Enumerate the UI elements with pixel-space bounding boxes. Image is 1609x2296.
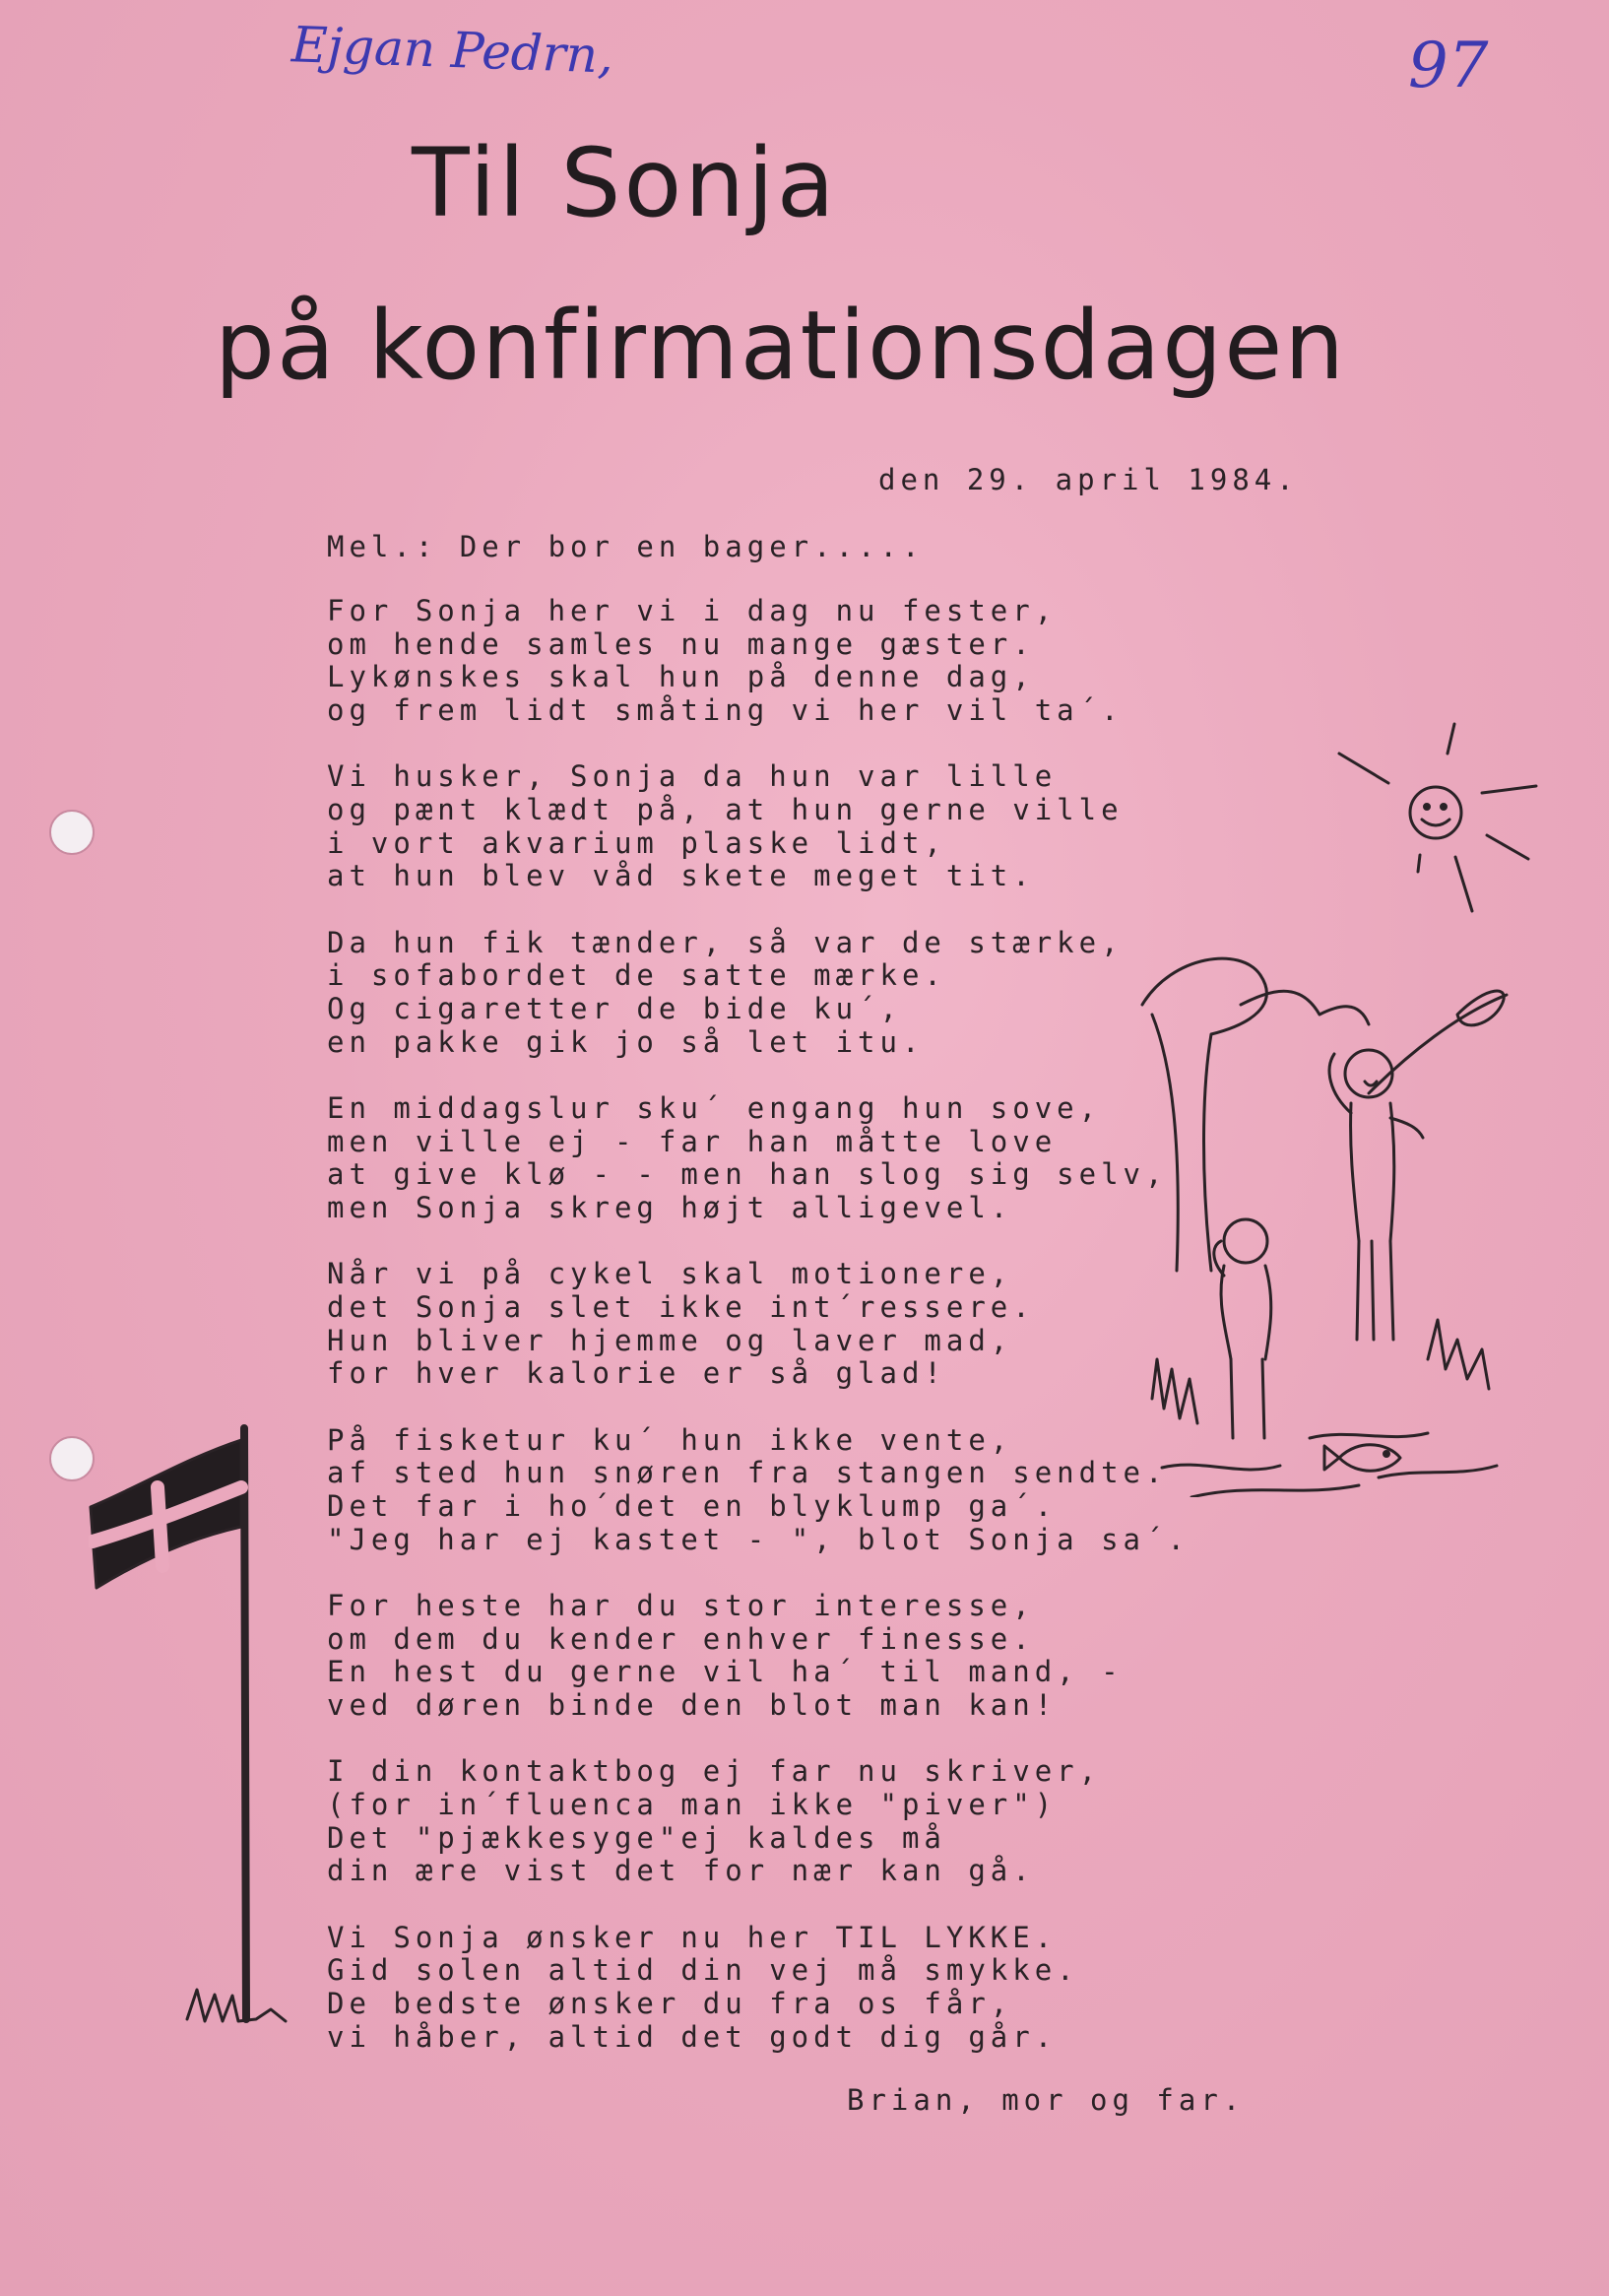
- verse-line: En middagslur sku´ engang hun sove,: [327, 1090, 1102, 1125]
- verse-line: at hun blev våd skete meget tit.: [327, 859, 1035, 893]
- verse-line: din ære vist det for nær kan gå.: [327, 1854, 1035, 1888]
- stanza-8: [327, 1755, 1190, 1888]
- verse-line: for hver kalorie er så glad!: [327, 1356, 946, 1391]
- verse-line: Og cigaretter de bide ku´,: [327, 992, 902, 1026]
- verse-line: og frem lidt småting vi her vil ta´.: [327, 693, 1124, 728]
- stanza-6: [327, 1424, 1190, 1557]
- verse-line: ved døren binde den blot man kan!: [327, 1687, 1058, 1722]
- verse-line: om dem du kender enhver finesse.: [327, 1621, 1035, 1656]
- verse-line: Hun bliver hjemme og laver mad,: [327, 1323, 1013, 1357]
- verse-line: det Sonja slet ikke int´ressere.: [327, 1289, 1035, 1324]
- verse-line: vi håber, altid det godt dig går.: [327, 2019, 1058, 2054]
- sun-drawing: [1300, 709, 1556, 926]
- danish-flag-drawing: [89, 1418, 315, 2049]
- verse-line: Det far i ho´det en blyklump ga´.: [327, 1488, 1058, 1523]
- verse-line: I din kontaktbog ej far nu skriver,: [327, 1754, 1102, 1789]
- date-line: den 29. april 1984.: [878, 463, 1299, 496]
- verse-line: i sofabordet de satte mærke.: [327, 958, 946, 993]
- punch-hole: [49, 810, 95, 855]
- verse-line: om hende samles nu mange gæster.: [327, 626, 1035, 661]
- verse-line: For Sonja her vi i dag nu fester,: [327, 594, 1058, 627]
- verse-line: i vort akvarium plaske lidt,: [327, 825, 946, 860]
- verse-line: men ville ej - far han måtte love: [327, 1124, 1058, 1158]
- handwritten-name: Ejgan Pedrn,: [290, 16, 614, 85]
- verse-line: at give klø - - men han slog sig selv,: [327, 1157, 1168, 1192]
- stanza-9: [327, 1922, 1190, 2055]
- verse-line: og pænt klædt på, at hun gerne ville: [327, 793, 1124, 827]
- title-line-1: Til Sonja: [412, 128, 838, 238]
- verse-line: men Sonja skreg højt alligevel.: [327, 1191, 1013, 1225]
- stanza-2: [327, 760, 1190, 893]
- poem: [327, 595, 1190, 2087]
- verse-line: Gid solen altid din vej må smykke.: [327, 1953, 1079, 1988]
- verse-line: På fisketur ku´ hun ikke vente,: [327, 1422, 1013, 1457]
- stanza-3: [327, 927, 1190, 1060]
- signature: Brian, mor og far.: [847, 2083, 1246, 2117]
- verse-line: Lykønskes skal hun på denne dag,: [327, 660, 1035, 694]
- stanza-5: [327, 1258, 1190, 1391]
- title-line-2: på konfirmationsdagen: [215, 291, 1347, 401]
- melody-line: Mel.: Der bor en bager.....: [327, 530, 925, 563]
- verse-line: Vi Sonja ønsker nu her TIL LYKKE.: [327, 1920, 1058, 1954]
- verse-line: De bedste ønsker du fra os får,: [327, 1986, 1013, 2020]
- handwritten-page-number: 97: [1408, 30, 1489, 102]
- stanza-1: [327, 595, 1190, 728]
- verse-line: Når vi på cykel skal motionere,: [327, 1257, 1013, 1291]
- verse-line: Da hun fik tænder, så var de stærke,: [327, 925, 1124, 959]
- verse-line: en pakke gik jo så let itu.: [327, 1024, 925, 1059]
- verse-line: En hest du gerne vil ha´ til mand, -: [327, 1655, 1124, 1689]
- verse-line: For heste har du stor interesse,: [327, 1588, 1035, 1622]
- verse-line: Vi husker, Sonja da hun var lille: [327, 759, 1058, 794]
- stanza-7: [327, 1590, 1190, 1723]
- verse-line: Det "pjækkesyge"ej kaldes må: [327, 1820, 946, 1855]
- verse-line: (for in´fluenca man ikke "piver"): [327, 1787, 1058, 1821]
- verse-line: af sted hun snøren fra stangen sendte.: [327, 1456, 1168, 1490]
- verse-line: "Jeg har ej kastet - ", blot Sonja sa´.: [327, 1522, 1190, 1556]
- fishing-scene-drawing: [1132, 946, 1516, 1497]
- stanza-4: [327, 1092, 1190, 1225]
